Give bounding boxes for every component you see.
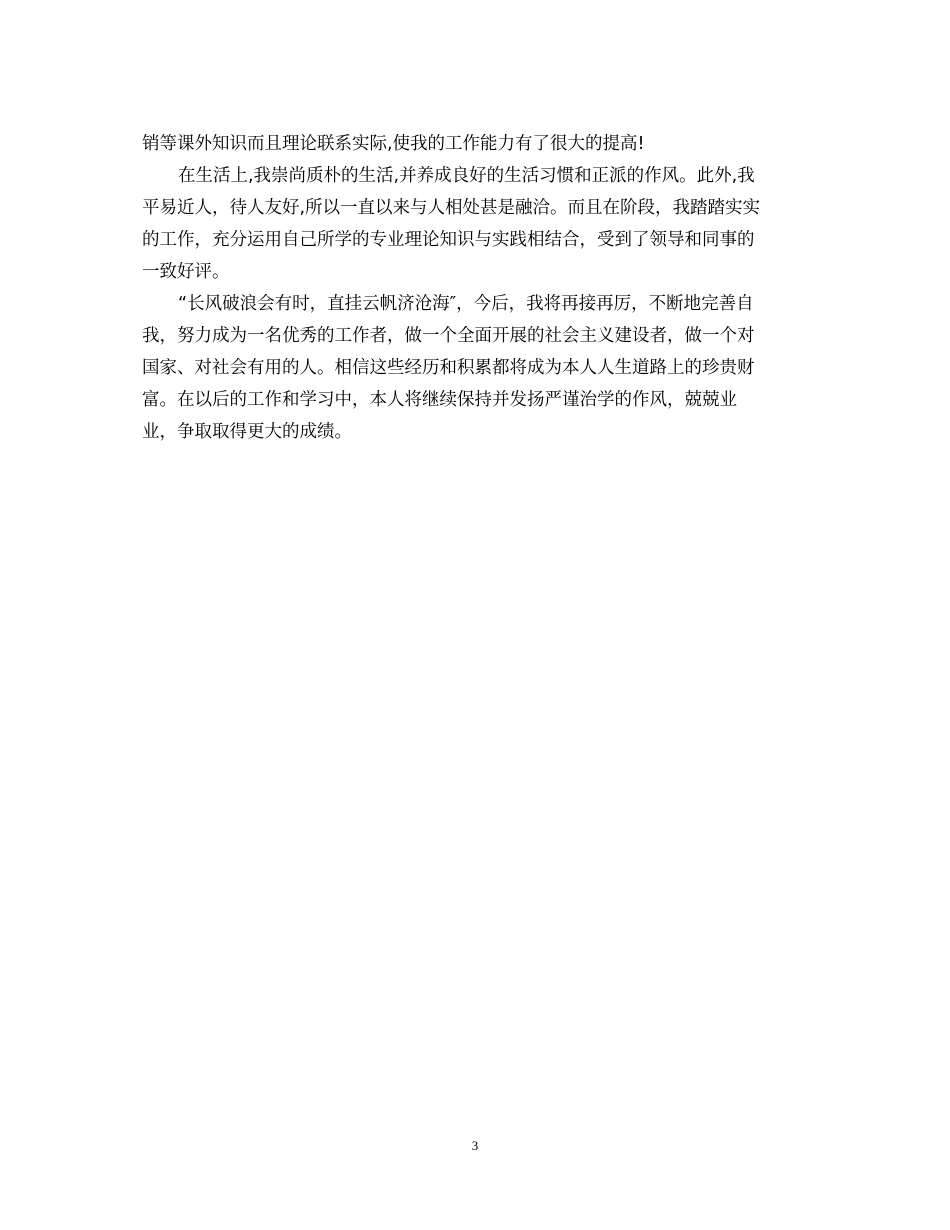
paragraph-start-line: 在生活上,我崇尚质朴的生活,并养成良好的生活习惯和正派的作风。此外,我: [178, 166, 755, 186]
text-line: 富。在以后的工作和学习中，本人将继续保持并发扬严谨治学的作风，兢兢业: [142, 390, 737, 410]
text-line: 的工作，充分运用自己所学的专业理论知识与实践相结合，受到了领导和同事的: [142, 230, 755, 250]
paragraph-start-line: “长风破浪会有时，直挂云帆济沧海″，今后，我将再接再厉，不断地完善自: [178, 294, 754, 314]
document-body: [142, 128, 810, 448]
text-line: 国家、对社会有用的人。相信这些经历和积累都将成为本人人生道路上的珍贵财: [142, 358, 755, 378]
text-line: 我，努力成为一名优秀的工作者，做一个全面开展的社会主义建设者，做一个对: [142, 326, 755, 346]
text-line: 一致好评。: [142, 262, 230, 282]
text-line: 业，争取取得更大的成绩。: [142, 422, 352, 442]
text-line: 销等课外知识而且理论联系实际,使我的工作能力有了很大的提高!: [142, 134, 645, 154]
text-line: 平易近人，待人友好,所以一直以来与人相处甚是融洽。而且在阶段，我踏踏实实: [142, 198, 761, 218]
page-number: 3: [471, 1138, 479, 1153]
